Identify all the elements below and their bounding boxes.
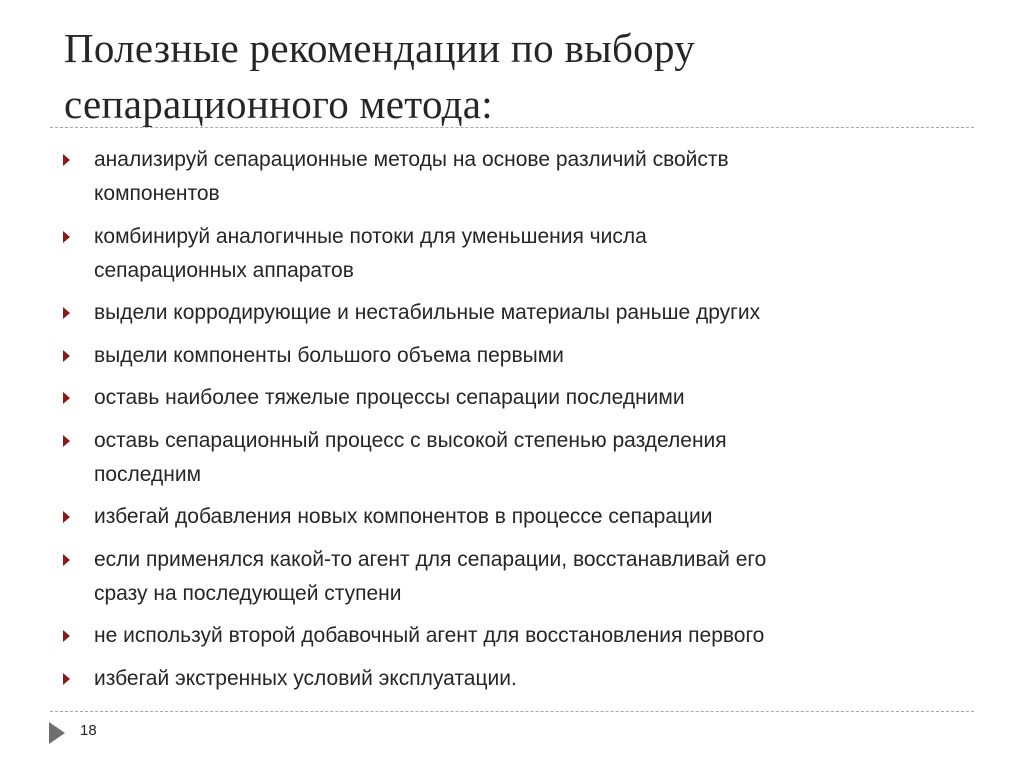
triangle-right-icon <box>63 435 70 447</box>
list-item-text: оставь сепарационный процесс с высокой степенью разделения <box>94 428 727 452</box>
list-item-text: если применялся какой-то агент для сепарации, восстанавливай его <box>94 547 767 571</box>
list-item-text: избегай экстренных условий эксплуатации. <box>94 666 517 690</box>
list-item-text: компонентов <box>94 182 220 205</box>
title-divider <box>50 127 974 128</box>
list-item-text: анализируй сепарационные методы на основе различий свойств <box>94 148 729 171</box>
triangle-right-icon <box>63 392 70 404</box>
list-item-text: последним <box>94 462 202 486</box>
list-item-text: выдели компоненты большого объема первыми <box>94 343 564 367</box>
slide-title-line-1: Полезные рекомендации по выбору <box>64 25 696 71</box>
list-item <box>60 500 960 534</box>
recommendation-list <box>60 143 960 704</box>
list-item <box>60 339 960 373</box>
triangle-right-icon <box>49 722 65 744</box>
slide-title-line-2: сепарационного метода: <box>64 81 493 127</box>
list-item-text: сепарационных аппаратов <box>94 258 354 282</box>
list-item <box>60 381 960 415</box>
list-item-text: оставь наиболее тяжелые процессы сепарации последними <box>94 386 685 409</box>
triangle-right-icon <box>63 350 70 362</box>
list-item <box>60 296 960 330</box>
triangle-right-icon <box>63 231 70 243</box>
list-item <box>60 619 960 653</box>
list-item <box>60 543 960 611</box>
list-item-text: сразу на последующей ступени <box>94 581 402 605</box>
slide-title <box>64 20 964 132</box>
list-item <box>60 143 960 211</box>
list-item-text: не используй второй добавочный агент для восстановления первого <box>94 624 765 647</box>
triangle-right-icon <box>63 673 70 685</box>
footer-divider <box>50 711 974 712</box>
page-number: 18 <box>80 722 97 739</box>
triangle-right-icon <box>63 154 70 166</box>
triangle-right-icon <box>63 307 70 319</box>
list-item-text: комбинируй аналогичные потоки для уменьшения числа <box>94 224 647 248</box>
triangle-right-icon <box>63 554 70 566</box>
list-item <box>60 662 960 696</box>
list-item-text: избегай добавления новых компонентов в процессе сепарации <box>94 505 713 528</box>
list-item-text: выдели корродирующие и нестабильные материалы раньше других <box>94 301 761 324</box>
triangle-right-icon <box>63 511 70 523</box>
list-item <box>60 220 960 288</box>
list-item <box>60 424 960 492</box>
triangle-right-icon <box>63 630 70 642</box>
